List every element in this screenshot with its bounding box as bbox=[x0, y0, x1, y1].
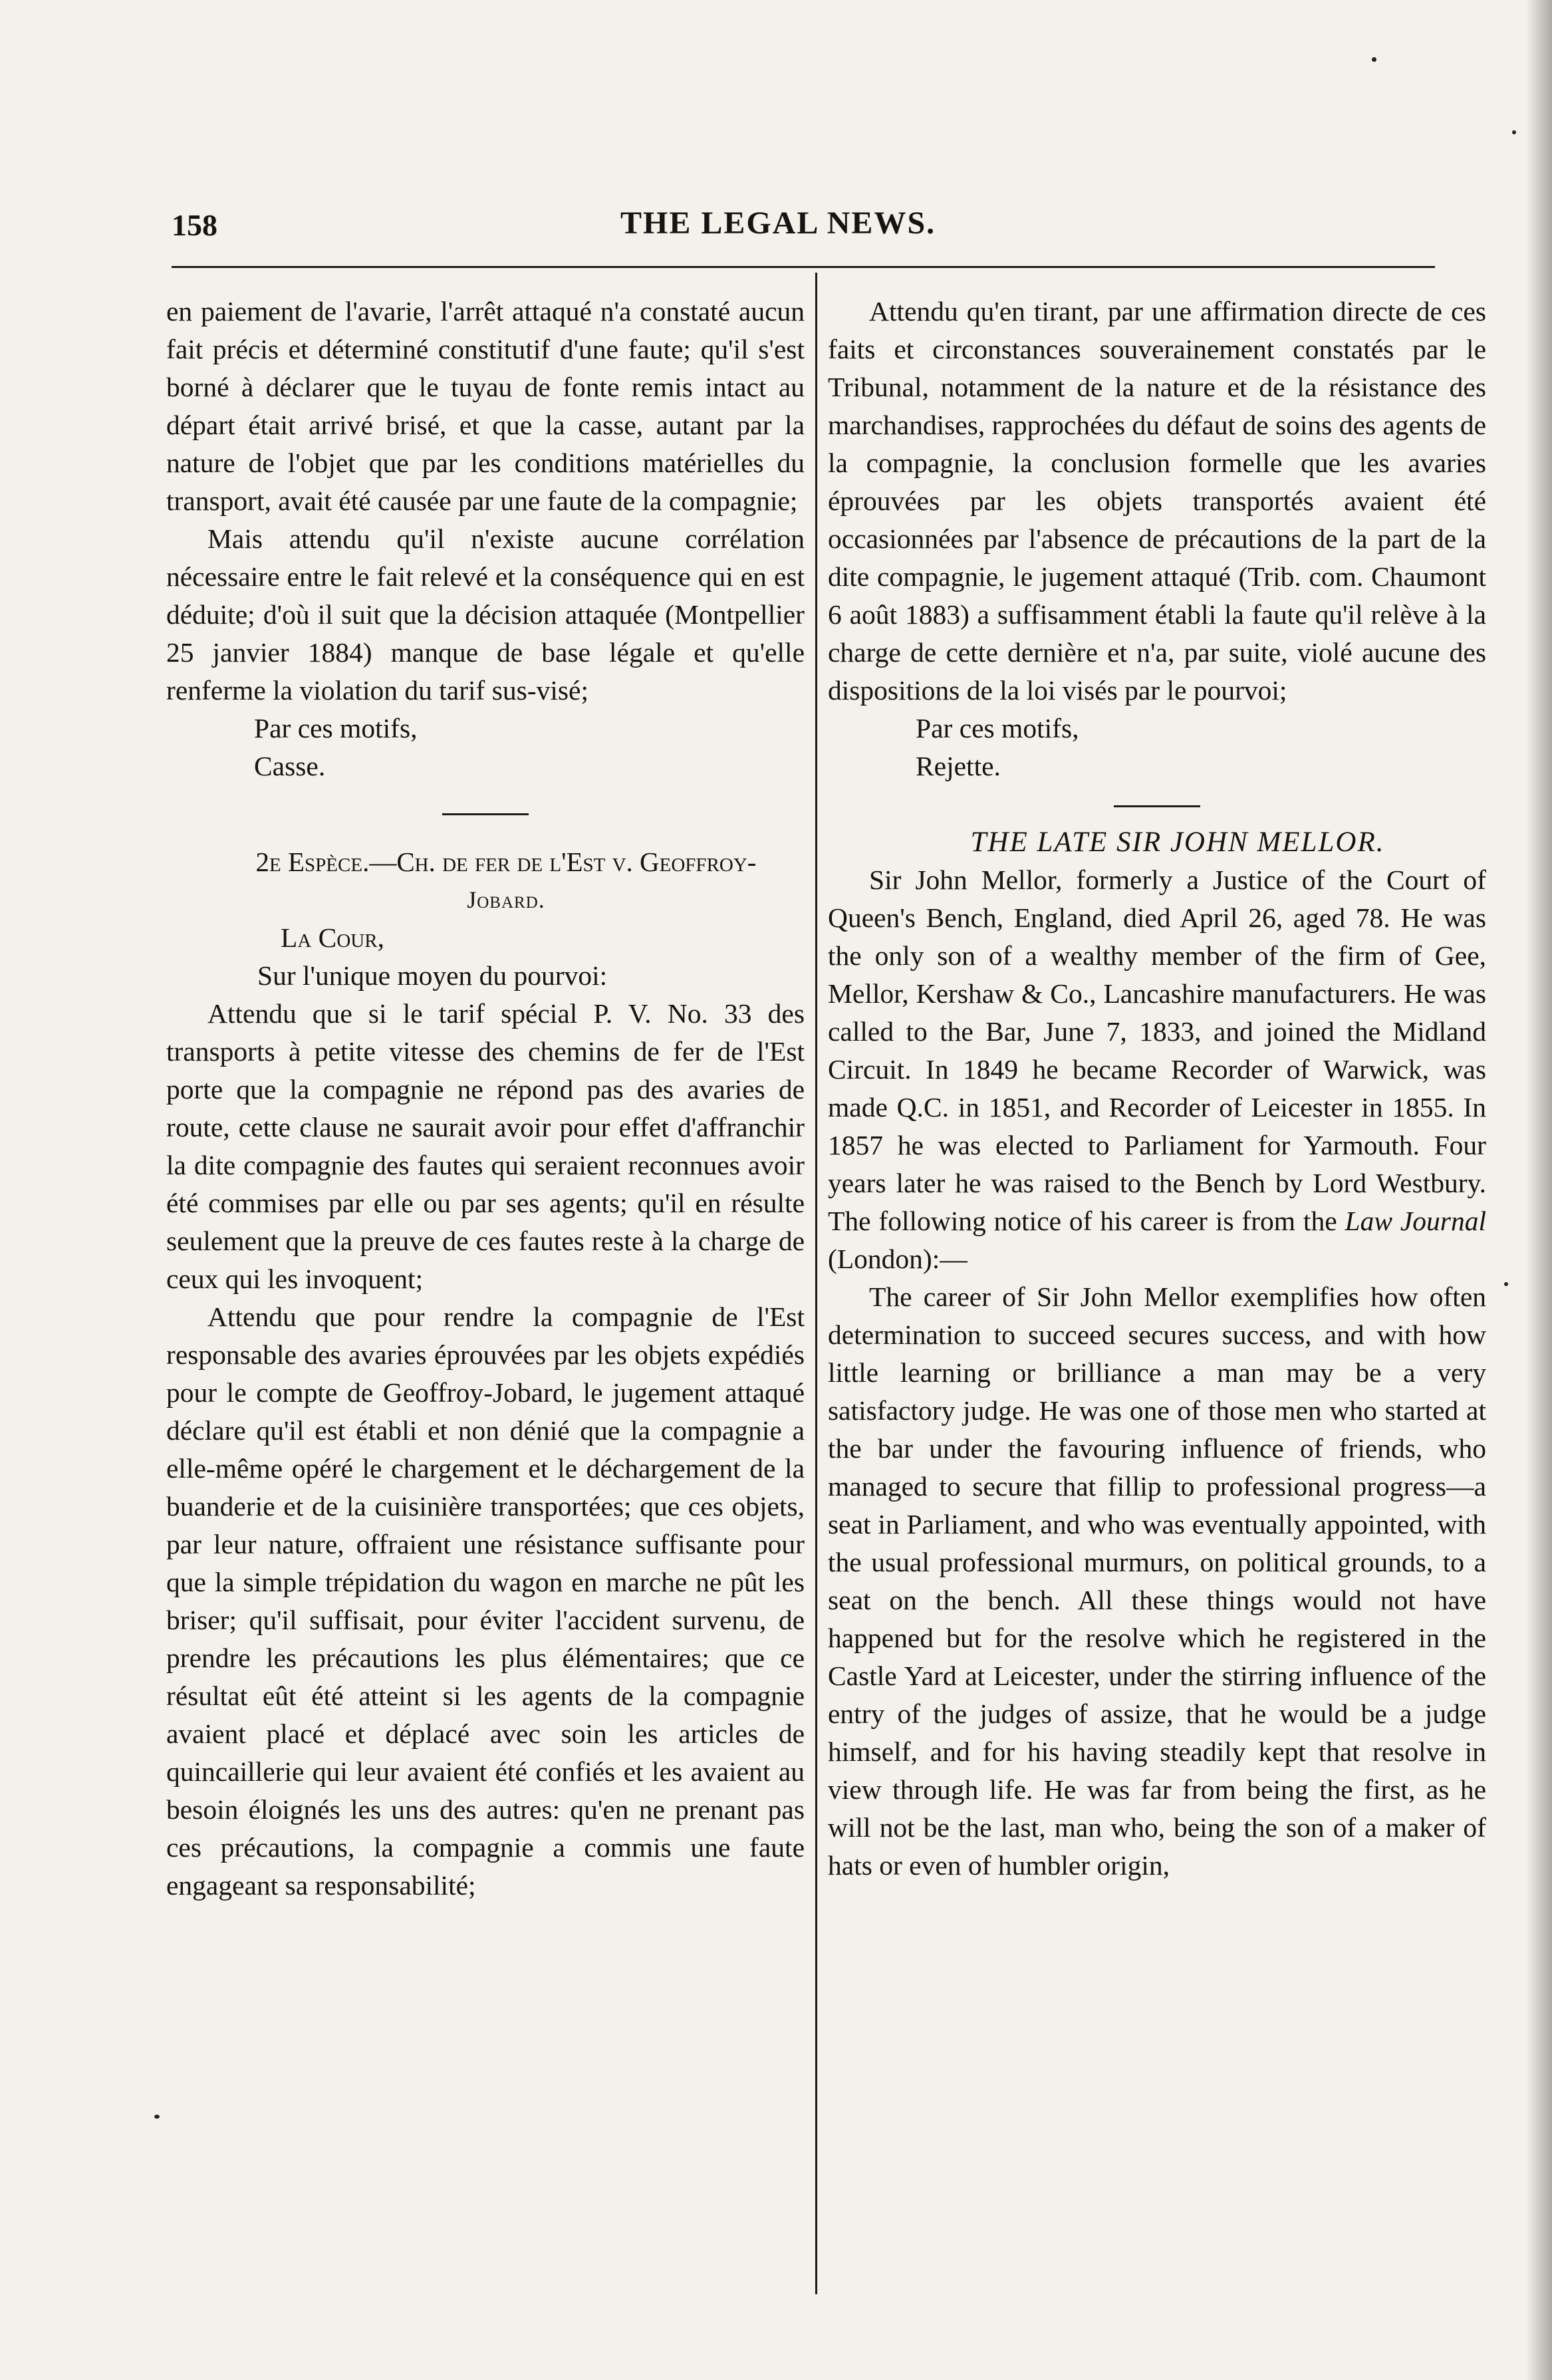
paragraph-text: (London):— bbox=[828, 1244, 968, 1274]
moyen-heading: Sur l'unique moyen du pourvoi: bbox=[257, 960, 608, 991]
scan-speck bbox=[1372, 57, 1376, 62]
running-title: THE LEGAL NEWS. bbox=[620, 205, 936, 241]
page-number: 158 bbox=[172, 208, 217, 242]
judgment-word: Casse. bbox=[254, 751, 326, 781]
paragraph: Attendu que pour rendre la compagnie de l'Est responsable des avaries éprouvées par les objets expédiés pour le compte de Geoffroy-Jobard, le jugement attaqué déclare qu'il est établi et non dénié que la compagnie a elle-même opéré le chargement et le déchargement de la buanderie et de la cuisinière transportées; que ces objets, par leur nature, offraient une résistance suffisante pour que la simple trépidation du wagon en marche ne pût les briser; qu'il suffisait, pour éviter l'accident survenu, de prendre les précautions les plus élémentaires; que ce résultat eût été atteint si les agents de la compagnie avaient placé et déplacé avec soin les articles de quincaillerie qui leur avaient été confiés et les avaient au besoin éloignés les uns des autres: qu'en ne prenant pas ces précautions, la compagnie a commis une faute engageant sa responsabilité; bbox=[166, 1301, 805, 1901]
page-header bbox=[172, 199, 1435, 253]
section-rule bbox=[442, 813, 529, 815]
right-column bbox=[828, 293, 1486, 1885]
scan-speck bbox=[1512, 130, 1516, 134]
publication-title: Law Journal bbox=[1345, 1206, 1486, 1236]
judgment-word: Rejette. bbox=[916, 751, 1001, 781]
paragraph: en paiement de l'avarie, l'arrêt attaqué n'a constaté aucun fait précis et déterminé constitutif d'une faute; qu'il s'est borné à déclarer que le tuyau de fonte remis intact au départ était arrivé brisé, et que la casse, autant par la nature de l'objet que par les conditions matérielles du transport, avait été causée par une faute de la compagnie; bbox=[166, 296, 805, 516]
paragraph: The career of Sir John Mellor exemplifies how often determination to succeed secures success, and with how little learning or brilliance a man may be a very satisfactory judge. He was one of those men who started at the bar under the favouring influence of friends, who managed to secure that fillip to professional progress—a seat in Parliament, and who was eventually appointed, with the usual professional murmurs, on political grounds, to a seat on the bench. All these things would not have happened but for the resolve which he registered in the Castle Yard at Leicester, under the stirring influence of the entry of the judges of assize, that he would be a judge himself, and for his having steadily kept that resolve in view through life. He was far from being the first, as he will not be the last, man who, being the son of a maker of hats or even of humbler origin, bbox=[828, 1281, 1486, 1881]
left-column bbox=[166, 293, 805, 1905]
scan-speck bbox=[154, 2115, 160, 2119]
paragraph-text: Sir John Mellor, formerly a Justice of the Court of Queen's Bench, England, died April 26, aged 78. He was the only son of a wealthy member of the firm of Gee, Mellor, Kershaw & Co., Lancashire manufacturers. He was called to the Bar, June 7, 1833, and joined the Midland Circuit. In 1849 he became Recorder of Warwick, was made Q.C. in 1851, and Recorder of Leicester in 1855. In 1857 he was elected to Parliament for Yarmouth. Four years later he was raised to the Bench by Lord Westbury. The following notice of his career is from the bbox=[828, 864, 1486, 1236]
scan-speck bbox=[1504, 1282, 1508, 1286]
court-name: La Cour, bbox=[281, 922, 384, 953]
header-rule bbox=[172, 266, 1435, 268]
column-divider bbox=[815, 273, 817, 2294]
page-edge-shadow bbox=[1525, 0, 1552, 2380]
section-rule bbox=[1114, 805, 1200, 807]
paragraph: Attendu qu'en tirant, par une affirmation directe de ces faits et circonstances souverainement constatés par le Tribunal, notamment de la nature et de la résistance des marchandises, rapprochées du défaut de soins des agents de la compagnie, la conclusion formelle que les avaries éprouvées par les objets transportés avaient été occasionnées par l'absence de précautions de la part de la dite compagnie, le jugement attaqué (Trib. com. Chaumont 6 août 1883) a suffisamment établi la faute qu'il relève à la charge de cette dernière et n'a, par suite, violé aucune des dispositions de la loi visés par le pourvoi; bbox=[828, 296, 1486, 706]
case-heading bbox=[166, 843, 805, 881]
article-title: THE LATE SIR JOHN MELLOR. bbox=[970, 827, 1385, 858]
case-heading-line2: Jobard. bbox=[467, 886, 545, 913]
closing-formula: Par ces motifs, bbox=[916, 713, 1079, 743]
paragraph: Mais attendu qu'il n'existe aucune corrélation nécessaire entre le fait relevé et la conséquence qui en est déduite; d'où il suit que la décision attaquée (Montpellier 25 janvier 1884) manque de base légale et qu'elle renferme la violation du tarif sus-visé; bbox=[166, 523, 805, 706]
closing-formula: Par ces motifs, bbox=[254, 713, 418, 743]
paragraph bbox=[828, 861, 1486, 1278]
paragraph: Attendu que si le tarif spécial P. V. No. 33 des transports à petite vitesse des chemins de fer de l'Est porte que la compagnie ne répond pas des avaries de route, cette clause ne saurait avoir pour effet d'affranchir la dite compagnie des fautes qui seraient reconnues avoir été commises par elle ou par ses agents; qu'il en résulte seulement que la preuve de ces fautes reste à la charge de ceux qui les invoquent; bbox=[166, 998, 805, 1294]
case-heading-line1: 2e Espèce.—Ch. de fer de l'Est v. Geoffroy- bbox=[255, 847, 757, 877]
